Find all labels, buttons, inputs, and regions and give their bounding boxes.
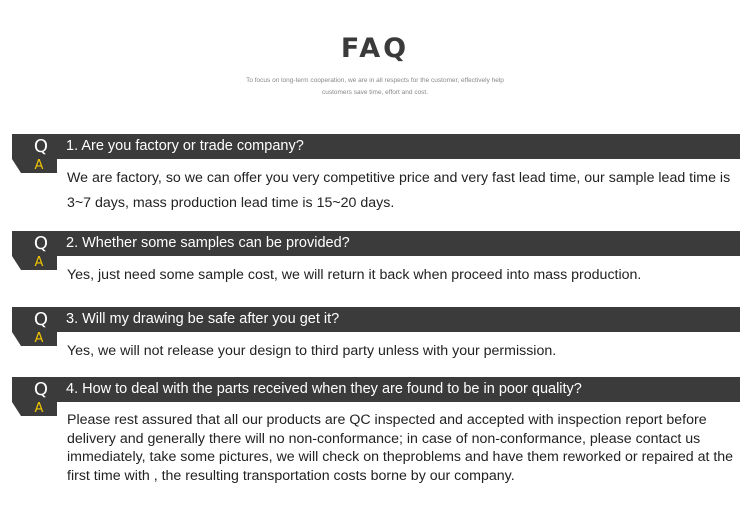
- q-label: Q: [33, 233, 49, 254]
- answer-text: We are factory, so we can offer you very competitive price and very fast lead time, our sample lead time is 3~7 days, mass production lead time is 15~20 days.: [67, 170, 731, 211]
- a-label: A: [34, 331, 44, 346]
- answer-tab: [21, 159, 57, 173]
- question-text: 3. Will my drawing be safe after you get it?: [66, 311, 340, 327]
- answer-tab: [21, 332, 57, 346]
- answer-tab: [21, 402, 57, 416]
- subtitle-line-2: customers save time, effort and cost.: [321, 89, 429, 96]
- q-label: Q: [33, 136, 49, 157]
- a-label: A: [34, 158, 44, 173]
- subtitle-line-1: To focus on long-term cooperation, we are in all respects for the customer, effectively help: [246, 77, 504, 84]
- q-label: Q: [33, 379, 49, 400]
- answer-text: Yes, we will not release your design to third party unless with your permission.: [67, 343, 557, 359]
- question-bar: [12, 231, 740, 256]
- answer-tab: [21, 256, 57, 270]
- q-label: Q: [33, 309, 49, 330]
- a-label: A: [34, 401, 44, 416]
- page-title: FAQ: [340, 33, 410, 64]
- question-bar: [12, 307, 740, 332]
- answer-text: Yes, just need some sample cost, we will return it back when proceed into mass production.: [67, 267, 642, 283]
- question-text: 4. How to deal with the parts received when they are found to be in poor quality?: [66, 381, 582, 397]
- question-bar: [12, 377, 740, 402]
- answer-text: Please rest assured that all our products are QC inspected and accepted with inspection report before delivery and generally there will no non-conformance; in case of non-conformance, please contact us immediately, take some pictures, we will check on theproblems and have them reworked or repaired at the first time with , the resulting transportation costs borne by our company.: [67, 412, 734, 484]
- a-label: A: [34, 255, 44, 270]
- question-text: 1. Are you factory or trade company?: [66, 138, 304, 154]
- question-text: 2. Whether some samples can be provided?: [66, 235, 350, 251]
- question-bar: [12, 134, 740, 159]
- page-subtitle: [220, 75, 530, 99]
